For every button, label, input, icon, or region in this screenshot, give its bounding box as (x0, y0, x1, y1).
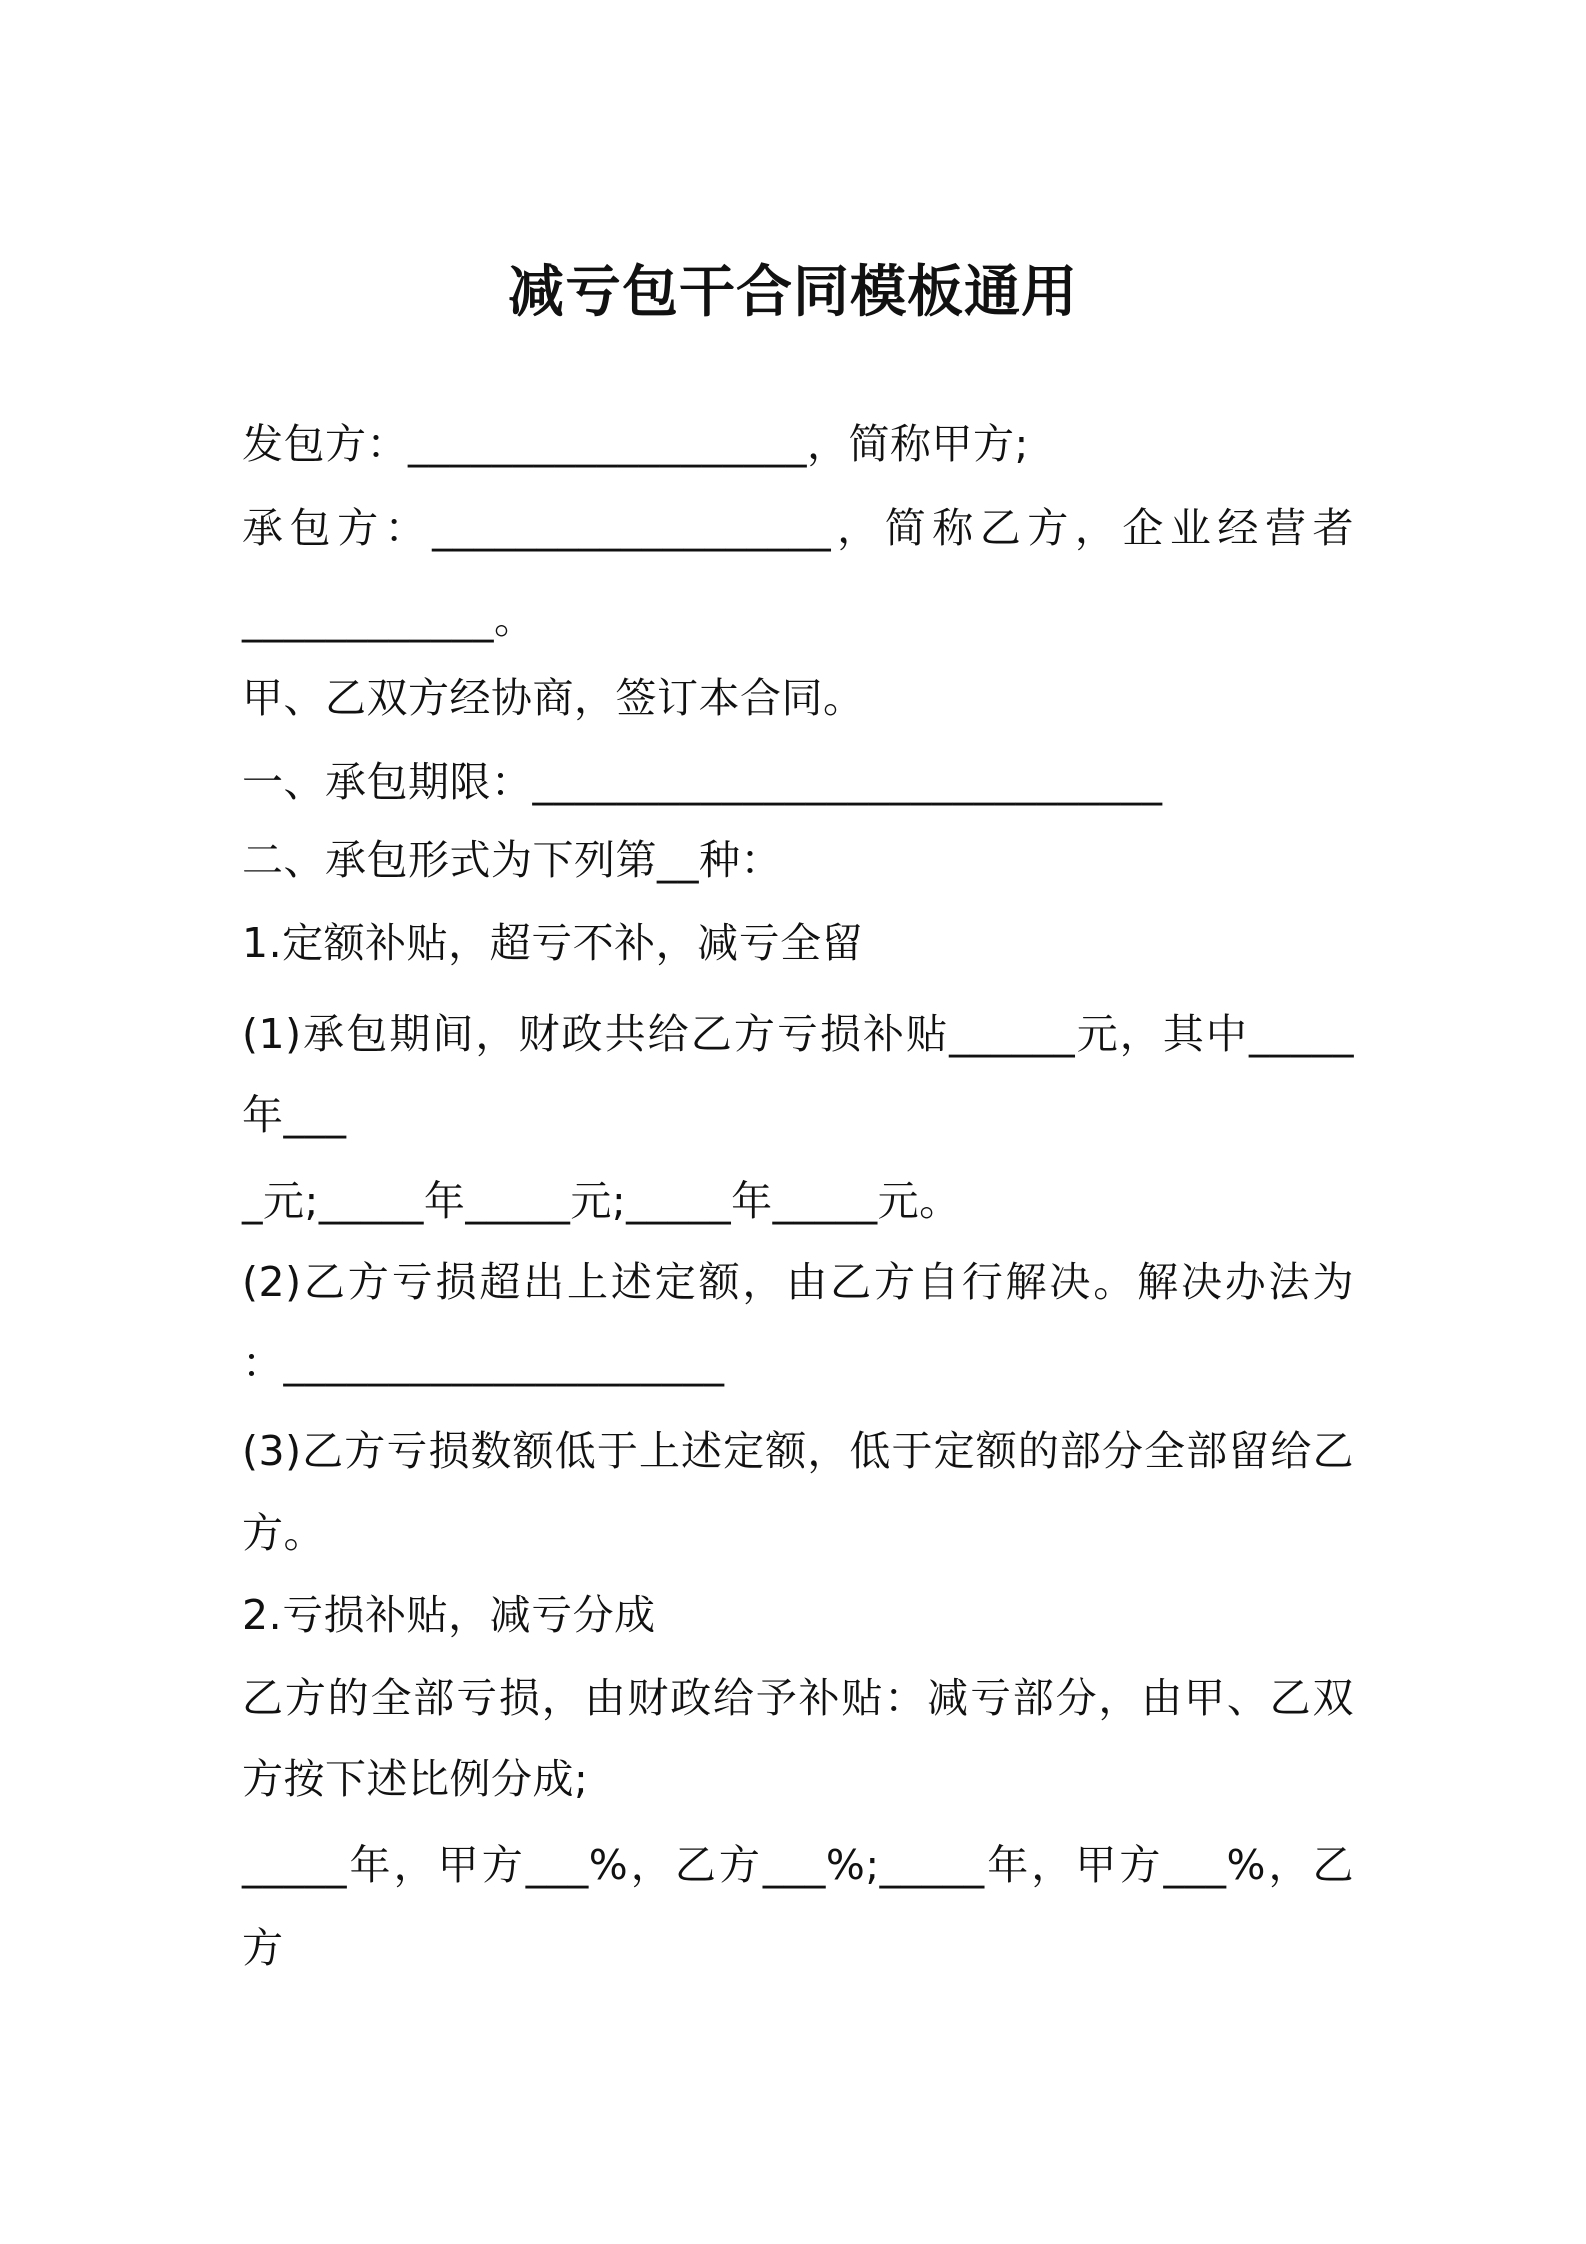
line-item-2-body: 乙方的全部亏损，由财政给予补贴：减亏部分，由甲、乙双 (242, 1674, 1354, 1722)
line-section-1-period: 一、承包期限：______________________________ (242, 758, 1163, 806)
line-item-1-2: (2)乙方亏损超出上述定额，由乙方自行解决。解决办法为 (242, 1258, 1354, 1306)
line-item-2-ratios-cont: 方 (242, 1924, 284, 1972)
line-agreement: 甲、乙双方经协商，签订本合同。 (242, 674, 865, 722)
line-item-1-1-years: _元;_____年_____元;_____年_____元。 (242, 1177, 961, 1225)
line-manager-blank: ____________。 (242, 595, 536, 643)
line-item-2-body-cont: 方按下述比例分成; (242, 1755, 589, 1803)
line-item-1-3-cont: 方。 (242, 1509, 325, 1557)
line-item-2-heading: 2.亏损补贴，减亏分成 (242, 1591, 656, 1639)
line-item-1-2-blank: ：_____________________ (242, 1339, 725, 1387)
line-section-2-form: 二、承包形式为下列第__种： (242, 836, 782, 884)
document-title: 减亏包干合同模板通用 (508, 260, 1078, 325)
line-chengbao-party: 承包方：___________________，简称乙方，企业经营者 (242, 504, 1354, 552)
line-item-2-ratios: _____年，甲方___%，乙方___%;_____年，甲方___%，乙 (242, 1841, 1354, 1889)
line-item-1-1: (1)承包期间，财政共给乙方亏损补贴______元，其中_____ (242, 1010, 1354, 1058)
line-item-1-heading: 1.定额补贴，超亏不补，减亏全留 (242, 919, 864, 967)
line-item-1-3: (3)乙方亏损数额低于上述定额，低于定额的部分全部留给乙 (242, 1427, 1354, 1475)
line-fabao-party: 发包方：___________________，简称甲方; (242, 420, 1029, 468)
line-item-1-1-cont: 年___ (242, 1091, 347, 1139)
